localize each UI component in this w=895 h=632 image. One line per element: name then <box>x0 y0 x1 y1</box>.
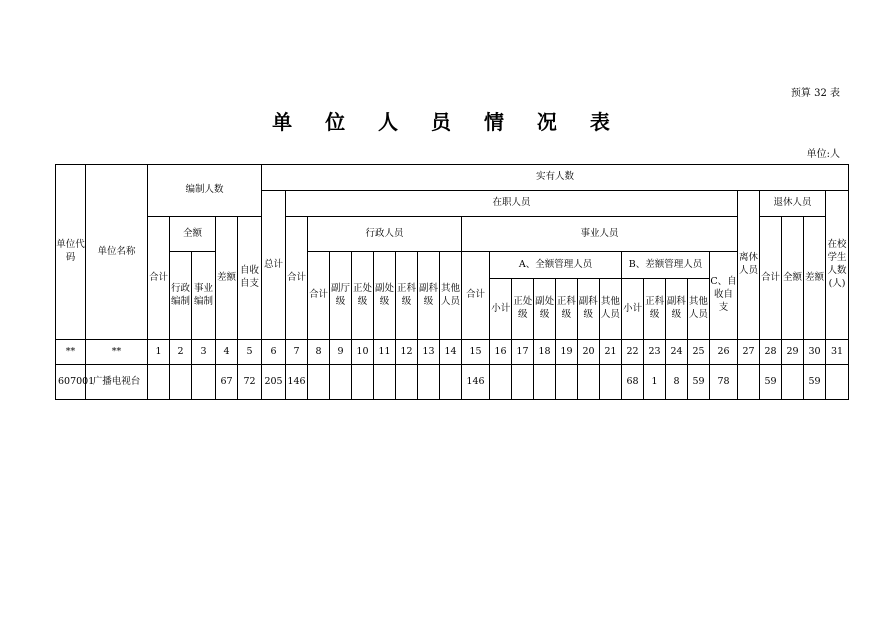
header-c-group: C、自收自支 <box>710 252 738 340</box>
table-cell <box>374 365 396 400</box>
table-cell: 146 <box>462 365 490 400</box>
header-unit-code: 单位代码 <box>56 165 86 340</box>
header-xz-total: 合计 <box>308 252 330 340</box>
column-index-cell: 22 <box>622 340 644 365</box>
table-cell: 72 <box>238 365 262 400</box>
form-number: 预算 32 表 <box>790 88 840 99</box>
column-index-cell: 16 <box>490 340 512 365</box>
column-index-cell: 12 <box>396 340 418 365</box>
header-b-fu-ke: 副科级 <box>666 279 688 340</box>
column-index-cell: 15 <box>462 340 490 365</box>
header-b-block <box>622 252 710 340</box>
header-zheng-ke: 正科级 <box>396 252 418 340</box>
header-xingzheng-bz: 行政编制 <box>170 252 192 340</box>
column-index-cell: 10 <box>352 340 374 365</box>
header-b-sub: 小计 <box>622 279 644 340</box>
column-index-row <box>56 340 849 365</box>
header-a-block <box>490 252 622 340</box>
table-cell: 67 <box>216 365 238 400</box>
column-index-cell: ** <box>86 340 148 365</box>
column-index-cell: 6 <box>262 340 286 365</box>
column-index-cell: 20 <box>578 340 600 365</box>
table-cell: 68 <box>622 365 644 400</box>
column-index-cell: 7 <box>286 340 308 365</box>
table-cell: 59 <box>760 365 782 400</box>
unit-code-cell: 607001 <box>56 365 86 400</box>
table-cell <box>738 365 760 400</box>
column-index-cell: 27 <box>738 340 760 365</box>
column-index-cell: 17 <box>512 340 534 365</box>
column-index-cell: 18 <box>534 340 556 365</box>
column-index-cell: 11 <box>374 340 396 365</box>
header-bz-total: 合计 <box>148 217 170 340</box>
header-a-other: 其他人员 <box>600 296 620 320</box>
header-zz-total: 合计 <box>286 217 308 340</box>
header-shiyou: 实有人数 <box>262 165 849 191</box>
column-index-cell: 3 <box>192 340 216 365</box>
table-row <box>56 365 849 400</box>
header-zaizhi: 在职人员 <box>286 191 738 217</box>
header-shiye-ry: 事业人员 <box>462 217 738 252</box>
table-cell: 1 <box>644 365 666 400</box>
column-index-cell: 14 <box>440 340 462 365</box>
unit-label: 单位:人 <box>806 149 840 160</box>
column-index-cell: 5 <box>238 340 262 365</box>
table-cell <box>148 365 170 400</box>
table-cell <box>826 365 849 400</box>
column-index-cell: 30 <box>804 340 826 365</box>
column-index-cell: 1 <box>148 340 170 365</box>
column-index-cell: 21 <box>600 340 622 365</box>
column-index-cell: 8 <box>308 340 330 365</box>
unit-name-cell: 广播电视台 <box>86 365 148 400</box>
table-cell <box>352 365 374 400</box>
header-a-group: A、全额管理人员 <box>490 252 621 279</box>
column-index-cell: 2 <box>170 340 192 365</box>
header-sy-total: 合计 <box>462 252 490 340</box>
header-a-zheng-chu: 正处级 <box>512 279 534 340</box>
column-index-cell: 4 <box>216 340 238 365</box>
header-tx-cha: 差额 <box>804 217 826 340</box>
table-cell <box>330 365 352 400</box>
header-zheng-chu: 正处级 <box>352 252 374 340</box>
column-index-cell: 13 <box>418 340 440 365</box>
header-cha-e: 差额 <box>216 217 238 340</box>
column-index-cell: 25 <box>688 340 710 365</box>
table-cell: 205 <box>262 365 286 400</box>
header-b-other: 其他人员 <box>688 296 708 320</box>
header-lixiu: 离休人员 <box>738 191 760 340</box>
page-title: 单 位 人 员 情 况 表 <box>272 110 623 134</box>
table-cell: 59 <box>804 365 826 400</box>
column-index-cell: ** <box>56 340 86 365</box>
column-index-cell: 29 <box>782 340 804 365</box>
header-tx-quan: 全额 <box>782 217 804 340</box>
table-cell <box>782 365 804 400</box>
table-cell: 59 <box>688 365 710 400</box>
header-zongji: 总计 <box>262 191 286 340</box>
header-b-zheng-ke: 正科级 <box>644 279 666 340</box>
column-index-cell: 31 <box>826 340 849 365</box>
column-index-cell: 23 <box>644 340 666 365</box>
header-xingzheng-ry: 行政人员 <box>308 217 462 252</box>
table-cell <box>490 365 512 400</box>
header-xz-other: 其他人员 <box>440 252 462 340</box>
column-index-cell: 26 <box>710 340 738 365</box>
header-students: 在校学生人数(人) <box>826 191 849 340</box>
table-cell <box>440 365 462 400</box>
table-cell <box>556 365 578 400</box>
header-tx-total: 合计 <box>760 217 782 340</box>
column-index-cell: 9 <box>330 340 352 365</box>
table-cell <box>578 365 600 400</box>
header-a-fu-chu: 副处级 <box>534 279 556 340</box>
column-index-cell: 19 <box>556 340 578 365</box>
table-cell <box>396 365 418 400</box>
header-a-fu-ke: 副科级 <box>577 279 599 340</box>
header-a-sub: 小计 <box>490 279 512 340</box>
header-fu-ke: 副科级 <box>418 252 440 340</box>
header-fu-chu: 副处级 <box>374 252 396 340</box>
table-cell <box>600 365 622 400</box>
table-cell <box>192 365 216 400</box>
table-cell <box>308 365 330 400</box>
table-cell: 78 <box>710 365 738 400</box>
personnel-table <box>55 164 849 400</box>
header-shiye-bz: 事业编制 <box>192 252 216 340</box>
table-cell <box>170 365 192 400</box>
header-tuixiu: 退休人员 <box>760 191 826 217</box>
header-quan-e: 全额 <box>170 217 216 252</box>
header-fu-ting: 副厅级 <box>330 252 352 340</box>
header-a-zheng-ke: 正科级 <box>556 279 578 340</box>
table-cell: 8 <box>666 365 688 400</box>
header-bianzhi: 编制人数 <box>148 165 262 217</box>
table-cell <box>534 365 556 400</box>
table-cell <box>418 365 440 400</box>
table-cell: 146 <box>286 365 308 400</box>
header-zishou: 自收自支 <box>238 217 262 340</box>
header-b-group: B、差额管理人员 <box>622 252 709 279</box>
table-cell <box>512 365 534 400</box>
column-index-cell: 24 <box>666 340 688 365</box>
column-index-cell: 28 <box>760 340 782 365</box>
header-unit-name: 单位名称 <box>86 165 148 340</box>
